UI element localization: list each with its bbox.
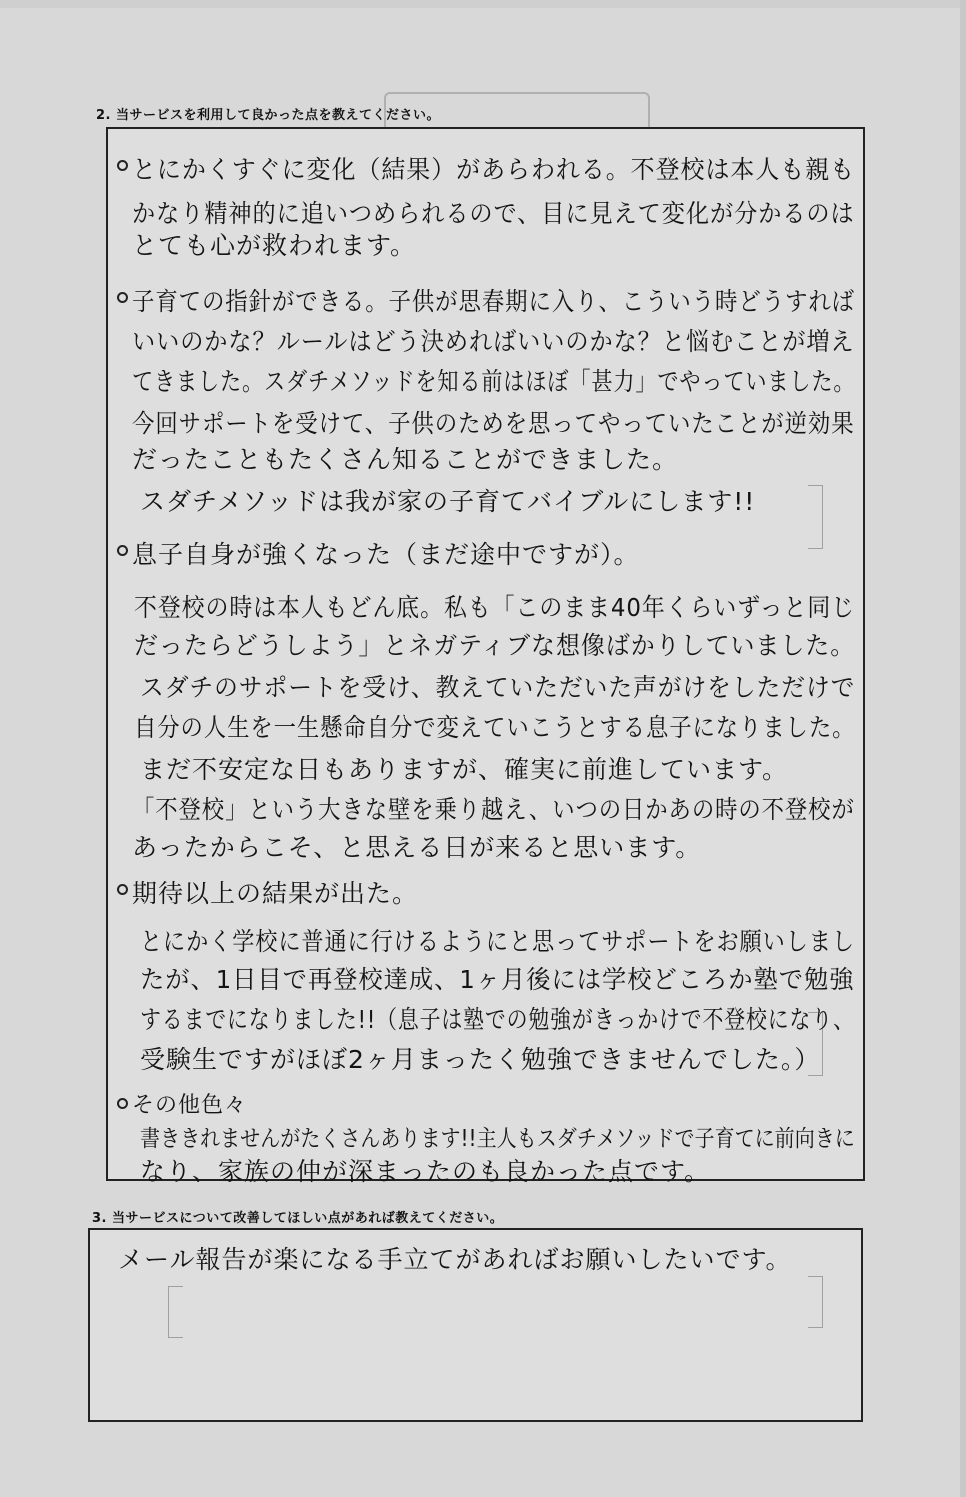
answer-line: 期待以上の結果が出た。 bbox=[132, 879, 419, 908]
answer-line: 今回サポートを受けて、子供のためを思ってやっていたことが逆効果 bbox=[132, 409, 855, 438]
bullet-icon bbox=[117, 884, 128, 895]
bullet-icon bbox=[117, 545, 128, 556]
answer-line: その他色々 bbox=[132, 1093, 248, 1118]
answer-line: いいのかな？ルールはどう決めればいいのかな？と悩むことが増え bbox=[132, 327, 855, 356]
answer-line: あったからこそ、と思える日が来ると思います。 bbox=[132, 833, 702, 862]
answer-line: だったらどうしよう」とネガティブな想像ばかりしていました。 bbox=[134, 631, 856, 660]
question-3-title: 3. 当サービスについて改善してほしい点があれば教えてください。 bbox=[92, 1211, 504, 1226]
answer-line: 不登校の時は本人もどん底。私も「このまま40年くらいずっと同じ bbox=[134, 593, 856, 622]
answer-line: だったこともたくさん知ることができました。 bbox=[132, 445, 679, 474]
bleed-bracket bbox=[168, 1286, 183, 1338]
answer-line: 「不登校」という大きな壁を乗り越え、いつの日かあの時の不登校が bbox=[132, 795, 855, 824]
answer-line: スダチメソッドは我が家の子育てバイブルにします!! bbox=[140, 487, 756, 516]
answer-line: たが、1日目で再登校達成、1ヶ月後には学校どころか塾で勉強 bbox=[140, 965, 855, 994]
answer-line: とにかくすぐに変化（結果）があらわれる。不登校は本人も親も bbox=[132, 155, 856, 184]
question-2-title: 2. 当サービスを利用して良かった点を教えてください。 bbox=[96, 108, 441, 123]
answer-line: するまでになりました!!（息子は塾での勉強がきっかけで不登校になり、 bbox=[140, 1005, 855, 1034]
bullet-icon bbox=[117, 160, 128, 171]
answer-line: とにかく学校に普通に行けるようにと思ってサポートをお願いしまし bbox=[140, 927, 855, 956]
answer-line: 書ききれませんがたくさんあります!!主人もスダチメソッドで子育てに前向きに bbox=[140, 1126, 855, 1152]
answer-line: てきました。スダチメソッドを知る前はほぼ「甚力」でやっていました。 bbox=[132, 367, 856, 396]
answer-line: 子育ての指針ができる。子供が思春期に入り、こういう時どうすれば bbox=[132, 287, 855, 316]
answer-line: メール報告が楽になる手立てがあればお願いしたいです。 bbox=[118, 1245, 792, 1274]
bleed-bracket bbox=[808, 1276, 823, 1328]
bullet-icon bbox=[117, 1098, 128, 1109]
bleed-bracket bbox=[808, 485, 823, 549]
page-edge-top bbox=[0, 0, 966, 8]
answer-line: 受験生ですがほぼ2ヶ月まったく勉強できませんでした。） bbox=[140, 1045, 821, 1074]
answer-line: まだ不安定な日もありますが、確実に前進しています。 bbox=[140, 755, 789, 784]
page-edge-right bbox=[960, 0, 966, 1497]
answer-line: かなり精神的に追いつめられるので、目に見えて変化が分かるのは bbox=[132, 199, 855, 228]
answer-line: 息子自身が強くなった（まだ途中ですが）。 bbox=[132, 540, 640, 569]
answer-line: なり、家族の仲が深まったのも良かった点です。 bbox=[140, 1157, 711, 1186]
answer-line: とても心が救われます。 bbox=[132, 231, 417, 260]
bullet-icon bbox=[117, 292, 128, 303]
answer-line: 自分の人生を一生懸命自分で変えていこうとする息子になりました。 bbox=[134, 713, 856, 742]
answer-line: スダチのサポートを受け、教えていただいた声がけをしただけで bbox=[140, 673, 856, 702]
